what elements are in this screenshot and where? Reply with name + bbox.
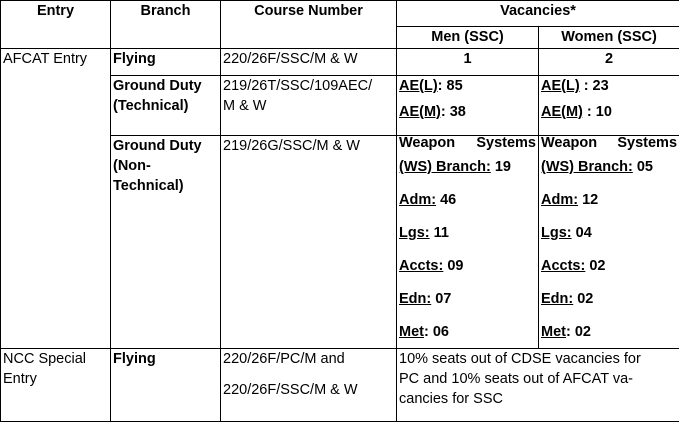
men-accts: [399, 256, 536, 276]
men-ws-label: (WS) Branch:: [399, 159, 491, 175]
men-met-label: Met: [399, 324, 424, 340]
header-entry: Entry: [1, 1, 111, 49]
men-aem-value: : 38: [440, 104, 466, 120]
men-adm: [399, 190, 536, 210]
women-edn-value: 02: [573, 291, 594, 307]
course-ncc-line1: 220/26F/PC/M and: [223, 351, 345, 367]
header-women: Women (SSC): [539, 27, 679, 49]
branch-gd-nontech: [111, 136, 221, 349]
women-lgs: [541, 223, 677, 243]
men-ael-label: AE(L): [399, 78, 438, 94]
women-aem-label: AE(M): [541, 104, 583, 120]
course-afcat-flying: 220/26F/SSC/M & W: [221, 49, 397, 76]
women-aem: [541, 102, 679, 122]
men-afcat-flying: 1: [397, 49, 539, 76]
men-ael: [399, 76, 538, 96]
men-aem-label: AE(M): [399, 104, 441, 120]
men-met-value: : 06: [423, 324, 449, 340]
course-gd-tech: [221, 76, 397, 136]
header-row: [1, 1, 679, 27]
course-gd-nontech: 219/26G/SSC/M & W: [221, 136, 397, 349]
women-adm-label: Adm:: [541, 192, 579, 208]
entry-afcat: AFCAT Entry: [1, 49, 111, 349]
men-gd-nontech: [397, 136, 539, 349]
men-ws-line1: Weapon Systems: [399, 136, 536, 150]
header-vacancies: Vacancies*: [397, 1, 679, 27]
vacancy-ncc-line2: PC and 10% seats out of AFCAT va-: [399, 371, 633, 387]
women-ws-value: 05: [632, 159, 654, 175]
women-ws-line1: Weapon Systems: [541, 136, 678, 150]
women-ael-label: AE(L): [541, 78, 580, 94]
women-lgs-value: 04: [571, 225, 592, 241]
branch-flying: Flying: [111, 49, 221, 76]
men-ael-value: : 85: [437, 78, 463, 94]
header-course-number: Course Number: [221, 1, 397, 49]
course-gd-tech-line1: 219/26T/SSC/109AEC/: [223, 78, 373, 94]
women-ws-label: (WS) Branch:: [541, 159, 633, 175]
women-edn: [541, 289, 677, 309]
men-accts-value: 09: [443, 258, 464, 274]
entry-ncc-line2: Entry: [3, 371, 37, 387]
men-edn-value: 07: [431, 291, 452, 307]
branch-gd-nontech-line1: Ground Duty: [113, 138, 202, 154]
men-lgs-label: Lgs:: [399, 225, 430, 241]
men-gd-tech: [397, 76, 539, 136]
course-ncc-line2: 220/26F/SSC/M & W: [223, 382, 358, 398]
course-gd-tech-line2: M & W: [223, 98, 267, 114]
women-met-label: Met: [541, 324, 566, 340]
women-met: [541, 322, 677, 342]
table-row-afcat-flying: [1, 49, 679, 76]
men-ws-line2: [399, 157, 536, 177]
course-ncc: [221, 349, 397, 422]
men-adm-value: 46: [436, 192, 457, 208]
vacancy-ncc-line3: cancies for SSC: [399, 391, 503, 407]
entry-ncc-line1: NCC Special: [3, 351, 86, 367]
table-row-ncc: [1, 349, 679, 422]
women-gd-tech: [539, 76, 679, 136]
branch-gd-tech-line2: (Technical): [113, 98, 189, 114]
women-accts: [541, 256, 677, 276]
branch-ncc-flying: Flying: [111, 349, 221, 422]
women-adm-value: 12: [578, 192, 599, 208]
men-edn: [399, 289, 536, 309]
women-accts-label: Accts:: [541, 258, 586, 274]
header-branch: Branch: [111, 1, 221, 49]
men-edn-label: Edn:: [399, 291, 432, 307]
women-accts-value: 02: [585, 258, 606, 274]
men-accts-label: Accts:: [399, 258, 444, 274]
women-lgs-label: Lgs:: [541, 225, 572, 241]
men-adm-label: Adm:: [399, 192, 437, 208]
branch-gd-nontech-line3: Technical): [113, 178, 184, 194]
women-ws-line2: [541, 157, 677, 177]
women-ael: [541, 76, 679, 96]
branch-gd-tech: [111, 76, 221, 136]
branch-gd-tech-line1: Ground Duty: [113, 78, 202, 94]
men-lgs: [399, 223, 536, 243]
women-met-value: : 02: [565, 324, 591, 340]
women-adm: [541, 190, 677, 210]
women-edn-label: Edn:: [541, 291, 574, 307]
header-men: Men (SSC): [397, 27, 539, 49]
vacancy-ncc-line1: 10% seats out of CDSE vacancies for: [399, 351, 641, 367]
women-afcat-flying: 2: [539, 49, 679, 76]
women-gd-nontech: [539, 136, 679, 349]
men-aem: [399, 102, 538, 122]
women-aem-value: : 10: [582, 104, 612, 120]
men-ws-value: 19: [490, 159, 512, 175]
men-met: [399, 322, 536, 342]
entry-ncc: [1, 349, 111, 422]
women-ael-value: : 23: [579, 78, 609, 94]
men-lgs-value: 11: [429, 225, 449, 241]
vacancy-ncc: [397, 349, 679, 422]
branch-gd-nontech-line2: (Non-: [113, 158, 151, 174]
